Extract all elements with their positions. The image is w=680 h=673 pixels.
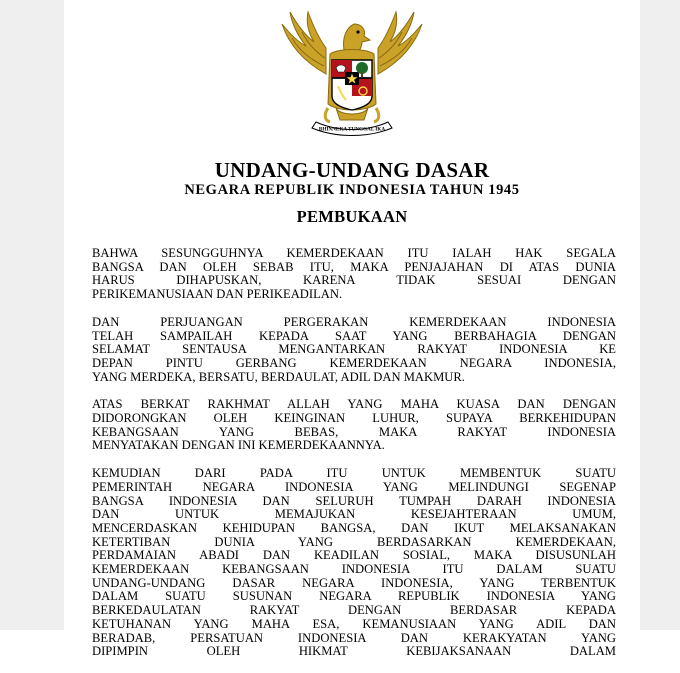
text-line: BERADAB, PERSATUAN INDONESIA DAN KERAKYATAN YANG bbox=[92, 630, 616, 645]
paragraph bbox=[92, 467, 616, 659]
preamble-body bbox=[92, 247, 616, 673]
text-line: KEMUDIAN DARI PADA ITU UNTUK MEMBENTUK SUATU bbox=[92, 466, 616, 481]
right-wing-shape bbox=[378, 12, 422, 74]
text-line: KETERTIBAN DUNIA YANG BERDASARKAN KEMERDEKAAN, bbox=[92, 534, 616, 549]
text-line: BANGSA INDONESIA DAN SELURUH TUMPAH DARAH INDONESIA bbox=[92, 493, 616, 508]
text-line: BAHWA SESUNGGUHNYA KEMERDEKAAN ITU IALAH HAK SEGALA bbox=[92, 246, 616, 260]
text-line: DAN PERJUANGAN PERGERAKAN KEMERDEKAAN INDONESIA bbox=[92, 314, 616, 329]
emblem-motto: BHINNEKA TUNGGAL IKA bbox=[318, 126, 386, 133]
text-line: KETUHANAN YANG MAHA ESA, KEMANUSIAAN YANG ADIL DAN bbox=[92, 616, 616, 631]
garuda-pancasila-emblem bbox=[268, 4, 436, 138]
text-line: PERIKEMANUSIAAN DAN PERIKEADILAN. bbox=[92, 287, 343, 302]
text-line: DIPIMPIN OLEH HIKMAT KEBIJAKSANAAN DALAM bbox=[92, 644, 616, 659]
section-heading: PEMBUKAAN bbox=[296, 207, 408, 226]
text-line: PEMERINTAH NEGARA INDONESIA YANG MELINDUNGI SEGENAP bbox=[92, 479, 616, 494]
text-line: KEBANGSAAN YANG BEBAS, MAKA RAKYAT INDONESIA bbox=[92, 424, 616, 439]
text-line: MENCERDASKAN KEHIDUPAN BANGSA, DAN IKUT MELAKSANAKAN bbox=[92, 520, 616, 535]
text-line: PERDAMAIAN ABADI DAN KEADILAN SOSIAL, MAKA DISUSUNLAH bbox=[92, 548, 616, 563]
text-line: SELAMAT SENTAUSA MENGANTARKAN RAKYAT INDONESIA KE bbox=[92, 342, 616, 357]
text-line: UNDANG-UNDANG DASAR NEGARA INDONESIA, YANG TERBENTUK bbox=[92, 575, 616, 590]
left-margin bbox=[0, 0, 64, 630]
text-line: DAN UNTUK MEMAJUKAN KESEJAHTERAAN UMUM, bbox=[92, 507, 616, 522]
document-subtitle: NEGARA REPUBLIK INDONESIA TAHUN 1945 bbox=[184, 182, 520, 198]
pancasila-shield bbox=[332, 60, 372, 110]
text-line: HARUS DIHAPUSKAN, KARENA TIDAK SESUAI DENGAN bbox=[92, 273, 616, 288]
text-line: BERKEDAULATAN RAKYAT DENGAN BERDASAR KEPADA bbox=[92, 603, 616, 618]
text-line: KEMERDEKAAN KEBANGSAAN INDONESIA ITU DALAM SUATU bbox=[92, 562, 616, 577]
garuda-head bbox=[343, 24, 370, 52]
text-line: MENYATAKAN DENGAN INI KEMERDEKAANNYA. bbox=[92, 438, 385, 453]
document-title: UNDANG-UNDANG DASAR bbox=[214, 158, 490, 182]
left-wing-shape bbox=[282, 12, 326, 74]
paragraph bbox=[92, 316, 616, 385]
right-margin bbox=[640, 0, 680, 630]
text-line: DIDORONGKAN OLEH KEINGINAN LUHUR, SUPAYA BERKEHIDUPAN bbox=[92, 411, 616, 426]
text-line: DALAM SUATU SUSUNAN NEGARA REPUBLIK INDONESIA YANG bbox=[92, 589, 616, 604]
text-line: ATAS BERKAT RAKHMAT ALLAH YANG MAHA KUASA DAN DENGAN bbox=[92, 397, 616, 412]
paragraph bbox=[92, 247, 616, 302]
text-line: TELAH SAMPAILAH KEPADA SAAT YANG BERBAHAGIA DENGAN bbox=[92, 328, 616, 343]
text-line: BANGSA DAN OLEH SEBAB ITU, MAKA PENJAJAHAN DI ATAS DUNIA bbox=[92, 259, 616, 274]
text-line: YANG MERDEKA, BERSATU, BERDAULAT, ADIL DAN MAKMUR. bbox=[92, 369, 465, 384]
paragraph bbox=[92, 398, 616, 453]
text-line: DEPAN PINTU GERBANG KEMERDEKAAN NEGARA INDONESIA, bbox=[92, 355, 616, 370]
